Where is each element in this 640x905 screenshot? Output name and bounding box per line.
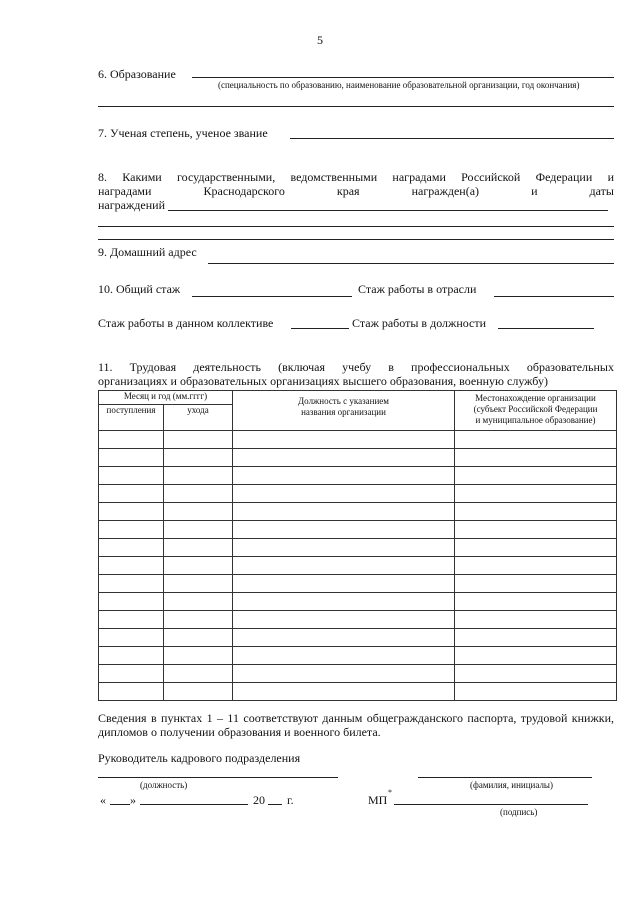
table-row (99, 431, 617, 449)
address-label: 9. Домашний адрес (98, 245, 197, 259)
team-experience-input-line[interactable] (291, 328, 349, 329)
table-row (99, 683, 617, 701)
table-cell[interactable] (164, 593, 233, 611)
awards-word: наградами (98, 184, 152, 198)
date-year-line[interactable] (268, 804, 282, 805)
table-cell[interactable] (164, 485, 233, 503)
table-cell[interactable] (455, 557, 617, 575)
table-cell[interactable] (99, 449, 164, 467)
table-cell[interactable] (233, 503, 455, 521)
degree-label: 7. Ученая степень, ученое звание (98, 126, 268, 140)
note-line-1: Сведения в пунктах 1 – 11 соответствуют данным общегражданского паспорта, трудовой книжки, (98, 711, 614, 725)
table-cell[interactable] (233, 539, 455, 557)
table-cell[interactable] (99, 683, 164, 701)
col-position-line-1: Должность с указанием (298, 396, 389, 406)
col-location-line-1: Местонахождение организации (475, 393, 596, 403)
date-close-quote: » (130, 793, 136, 807)
table-row (99, 557, 617, 575)
awards-word: даты (589, 184, 614, 198)
table-cell[interactable] (164, 557, 233, 575)
table-cell[interactable] (455, 575, 617, 593)
table-cell[interactable] (99, 467, 164, 485)
total-experience-label: 10. Общий стаж (98, 282, 181, 296)
table-cell[interactable] (99, 557, 164, 575)
page-number: 5 (317, 33, 323, 47)
stamp-label: МП (368, 793, 388, 807)
col-location-line-3: и муниципальное образование) (475, 415, 596, 425)
awards-line-2 (98, 184, 614, 198)
position-experience-label: Стаж работы в должности (352, 316, 487, 330)
table-cell[interactable] (233, 467, 455, 485)
table-cell[interactable] (164, 467, 233, 485)
table-cell[interactable] (99, 647, 164, 665)
table-cell[interactable] (233, 665, 455, 683)
table-cell[interactable] (455, 629, 617, 647)
col-date-group-header: Месяц и год (мм.гггг) (99, 391, 233, 405)
awards-continuation-line-2[interactable] (98, 239, 614, 240)
industry-experience-input-line[interactable] (494, 296, 614, 297)
note-line-2: дипломов о получении образования и военного билета. (98, 725, 381, 739)
work-history-table (98, 390, 617, 701)
table-cell[interactable] (233, 683, 455, 701)
signature-caption: (подпись) (500, 807, 538, 817)
table-row (99, 647, 617, 665)
stamp-footnote-mark: * (388, 788, 392, 797)
table-cell[interactable] (233, 449, 455, 467)
col-location-line-2: (субъект Российской Федерации (473, 404, 598, 414)
table-cell[interactable] (164, 611, 233, 629)
table-cell[interactable] (455, 539, 617, 557)
table-cell[interactable] (233, 629, 455, 647)
table-cell[interactable] (455, 449, 617, 467)
table-cell[interactable] (99, 593, 164, 611)
table-row (99, 485, 617, 503)
table-cell[interactable] (164, 647, 233, 665)
table-row (99, 539, 617, 557)
team-experience-label: Стаж работы в данном коллективе (98, 316, 274, 330)
year-suffix: г. (287, 793, 294, 807)
table-row (99, 449, 617, 467)
table-cell[interactable] (99, 575, 164, 593)
awards-line-1: 8. Какими государственными, ведомственными наградами Российской Федерации и (98, 170, 614, 184)
table-cell[interactable] (164, 449, 233, 467)
awards-word: награжден(а) (411, 184, 480, 198)
table-cell[interactable] (164, 521, 233, 539)
table-row (99, 593, 617, 611)
awards-line-3: награждений (98, 198, 165, 212)
table-row (99, 611, 617, 629)
address-input-line[interactable] (208, 263, 614, 264)
table-cell[interactable] (455, 503, 617, 521)
table-cell[interactable] (233, 611, 455, 629)
table-cell[interactable] (455, 611, 617, 629)
position-caption: (должность) (140, 780, 188, 790)
table-cell[interactable] (455, 521, 617, 539)
table-cell[interactable] (233, 557, 455, 575)
education-input-line[interactable] (192, 77, 614, 78)
table-cell[interactable] (455, 593, 617, 611)
col-location-header (455, 391, 617, 431)
col-position-line-2: названия организации (301, 407, 386, 417)
education-continuation-line[interactable] (98, 106, 614, 107)
date-month-line[interactable] (140, 804, 248, 805)
awards-input-line[interactable] (168, 210, 608, 211)
date-day-line[interactable] (110, 804, 130, 805)
table-row (99, 467, 617, 485)
awards-word: Краснодарского (203, 184, 285, 198)
awards-word: и (531, 184, 538, 198)
industry-experience-label: Стаж работы в отрасли (358, 282, 477, 296)
table-cell[interactable] (455, 683, 617, 701)
work-history-line-2: организациях и образовательных организациях высшего образования, военную службу) (98, 374, 548, 388)
table-cell[interactable] (99, 521, 164, 539)
table-cell[interactable] (99, 503, 164, 521)
table-row (99, 503, 617, 521)
table-cell[interactable] (99, 431, 164, 449)
table-cell[interactable] (99, 629, 164, 647)
table-cell[interactable] (164, 683, 233, 701)
col-end-header: ухода (164, 405, 233, 431)
table-cell[interactable] (233, 647, 455, 665)
signature-line[interactable] (394, 804, 588, 805)
table-cell[interactable] (233, 575, 455, 593)
position-experience-input-line[interactable] (498, 328, 594, 329)
table-row (99, 665, 617, 683)
work-history-line-1: 11. Трудовая деятельность (включая учебу в профессиональных образовательных (98, 360, 614, 374)
table-cell[interactable] (164, 539, 233, 557)
table-cell[interactable] (164, 629, 233, 647)
table-row (99, 521, 617, 539)
table-cell[interactable] (455, 647, 617, 665)
name-caption: (фамилия, инициалы) (470, 780, 553, 790)
name-signature-line[interactable] (418, 777, 592, 778)
date-open-quote: « (100, 793, 106, 807)
table-cell[interactable] (99, 539, 164, 557)
col-start-header: поступления (99, 405, 164, 431)
hr-head-label: Руководитель кадрового подразделения (98, 751, 301, 765)
table-cell[interactable] (455, 467, 617, 485)
table-cell[interactable] (233, 521, 455, 539)
table-cell[interactable] (233, 593, 455, 611)
table-cell[interactable] (164, 665, 233, 683)
table-cell[interactable] (164, 503, 233, 521)
degree-input-line[interactable] (290, 138, 614, 139)
table-cell[interactable] (164, 575, 233, 593)
table-cell[interactable] (233, 431, 455, 449)
table-row (99, 629, 617, 647)
year-prefix: 20 (253, 793, 265, 807)
table-cell[interactable] (99, 485, 164, 503)
table-row (99, 575, 617, 593)
awards-word: края (336, 184, 360, 198)
table-cell[interactable] (455, 431, 617, 449)
table-cell[interactable] (233, 485, 455, 503)
table-cell[interactable] (455, 485, 617, 503)
awards-continuation-line-1[interactable] (98, 226, 614, 227)
col-position-header (233, 391, 455, 431)
table-cell[interactable] (455, 665, 617, 683)
education-label: 6. Образование (98, 67, 176, 81)
total-experience-input-line[interactable] (192, 296, 352, 297)
education-caption: (специальность по образованию, наименование образовательной организации, год окончания) (218, 80, 580, 90)
table-cell[interactable] (99, 611, 164, 629)
position-signature-line[interactable] (98, 777, 338, 778)
table-cell[interactable] (164, 431, 233, 449)
table-cell[interactable] (99, 665, 164, 683)
